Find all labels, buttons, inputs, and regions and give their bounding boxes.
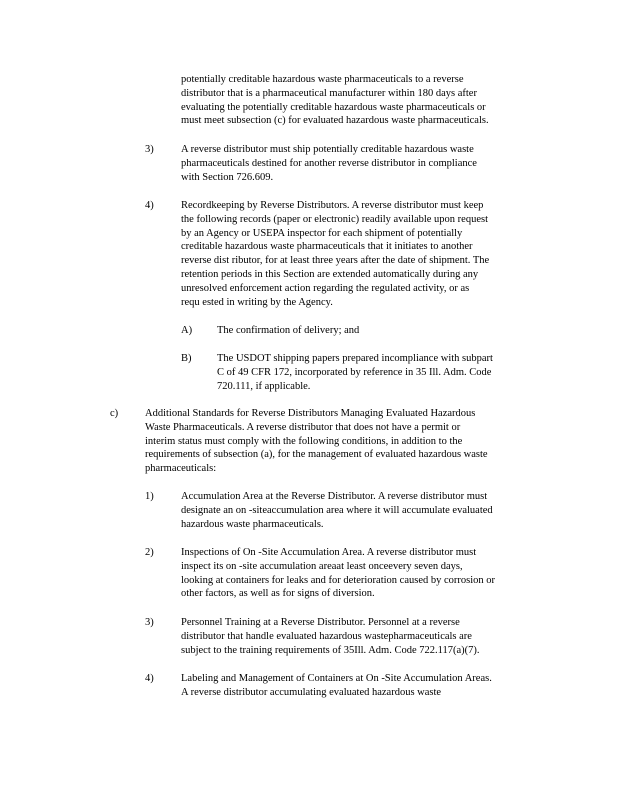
item-label: 4) [145,200,154,211]
text-line: evaluating the potentially creditable hazardous waste pharmaceuticals or [181,101,486,113]
text-line: The USDOT shipping papers prepared incompliance with subpart [217,353,493,364]
section-label: c) [110,408,119,419]
text-line: distributor that is a pharmaceutical manufacturer within 180 days after [181,87,477,99]
item-c4-paragraph [181,672,530,700]
text-line: 720.111, if applicable. [217,380,311,392]
intro-continuation-paragraph [181,73,530,128]
subitem-label: A) [181,325,193,336]
item-label: 3) [145,617,154,628]
text-line: other factors, as well as for signs of diversion. [181,588,375,600]
item-c2-paragraph [181,546,541,601]
text-line: C of 49 CFR 172, incorporated by reference in 35 Ill. Adm. Code [217,366,492,378]
text-line: hazardous waste pharmaceuticals. [181,518,324,530]
text-line: looking at containers for leaks and for deterioration caused by corrosion or [181,574,496,586]
item-label: 1) [145,491,154,502]
text-line: pharmaceuticals destined for another reverse distributor in compliance [181,157,477,169]
item-c3-paragraph [181,616,515,657]
item-3-paragraph [181,143,515,184]
text-line: The confirmation of delivery; and [217,325,360,336]
item-label: 3) [145,144,154,155]
text-line: must meet subsection (c) for evaluated hazardous waste pharmaceuticals. [181,115,489,127]
text-line: distributor that handle evaluated hazardous wastepharmaceuticals are [181,630,472,642]
text-line: A reverse distributor must ship potentially creditable hazardous waste [181,144,474,155]
subitem-b-paragraph [217,352,530,393]
text-line: Waste Pharmaceuticals. A reverse distributor that does not have a permit or [145,421,461,433]
text-line: Additional Standards for Reverse Distributors Managing Evaluated Hazardous [145,408,476,419]
text-line: inspect its on -site accumulation areaat least onceevery seven days, [181,560,463,572]
text-line: subject to the training requirements of 35Ill. Adm. Code 722.117(a)(7). [181,644,480,656]
item-4-paragraph [181,199,534,309]
text-line: retention periods in this Section are extended automatically during any [181,268,479,280]
text-line: Inspections of On -Site Accumulation Area. A reverse distributor must [181,547,477,558]
text-line: interim status must comply with the following conditions, in addition to the [145,435,463,447]
text-line: unresolved enforcement action regarding the regulated activity, or as [181,282,470,294]
item-label: 2) [145,547,154,558]
item-c1-paragraph [181,490,530,531]
text-line: A reverse distributor accumulating evaluated hazardous waste [181,686,442,698]
text-line: pharmaceuticals: [145,463,217,475]
subitem-label: B) [181,353,192,364]
text-line: Accumulation Area at the Reverse Distributor. A reverse distributor must [181,491,488,502]
text-line: Personnel Training at a Reverse Distributor. Personnel at a reverse [181,617,460,628]
text-line: requirements of subsection (a), for the management of evaluated hazardous waste [145,449,488,461]
text-line: designate an on -siteaccumulation area where it will accumulate evaluated [181,504,493,516]
text-line: creditable hazardous waste pharmaceuticals that it initiates to another [181,241,473,253]
text-line: requ ested in writing by the Agency. [181,296,333,308]
subitem-a-paragraph [217,324,387,338]
text-line: reverse dist ributor, for at least three years after the date of shipment. The [181,255,490,267]
section-c-paragraph [145,407,534,476]
text-line: potentially creditable hazardous waste pharmaceuticals to a reverse [181,74,464,85]
text-line: with Section 726.609. [181,171,274,183]
text-line: Labeling and Management of Containers at On -Site Accumulation Areas. [181,673,492,684]
text-line: Recordkeeping by Reverse Distributors. A reverse distributor must keep [181,200,484,211]
text-line: by an Agency or USEPA inspector for each shipment of potentially [181,227,463,239]
text-line: the following records (paper or electronic) readily available upon request [181,213,488,225]
item-label: 4) [145,673,154,684]
